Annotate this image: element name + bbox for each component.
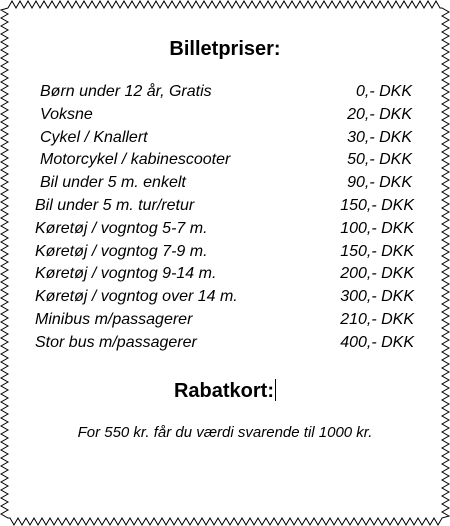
price-label: Køretøj / vogntog 7-9 m. — [35, 242, 208, 260]
price-label: Motorcykel / kabinescooter — [40, 151, 231, 169]
price-row — [0, 149, 450, 172]
price-row — [0, 241, 450, 264]
price-label: Bil under 5 m. enkelt — [40, 174, 186, 192]
price-label: Køretøj / vogntog 5-7 m. — [35, 219, 208, 237]
price-row — [0, 332, 450, 355]
price-row — [0, 81, 450, 104]
price-value: 150,- DKK — [340, 196, 414, 214]
discount-heading-text: Rabatkort: — [173, 380, 274, 402]
price-list — [0, 81, 450, 355]
price-value: 0,- DKK — [355, 83, 412, 100]
price-row — [0, 104, 450, 127]
price-row — [0, 218, 450, 241]
price-label: Cykel / Knallert — [40, 128, 148, 146]
price-value: 150,- DKK — [340, 242, 414, 260]
price-value: 400,- DKK — [340, 333, 414, 351]
price-value: 300,- DKK — [340, 288, 414, 306]
price-label: Bil under 5 m. tur/retur — [35, 196, 195, 214]
price-row — [0, 172, 450, 195]
price-value: 200,- DKK — [340, 265, 414, 283]
text-cursor — [275, 379, 276, 401]
price-value: 50,- DKK — [347, 151, 412, 169]
price-row — [0, 309, 450, 332]
price-value: 210,- DKK — [340, 310, 414, 328]
price-label: Køretøj / vogntog over 14 m. — [35, 288, 238, 306]
price-label: Børn under 12 år, Gratis — [40, 83, 212, 100]
price-value: 30,- DKK — [347, 128, 412, 146]
price-row — [0, 263, 450, 286]
price-label: Køretøj / vogntog 9-14 m. — [35, 265, 217, 283]
page-title: Billetpriser: — [169, 38, 281, 60]
discount-heading — [0, 379, 450, 403]
price-row — [0, 286, 450, 309]
price-row — [0, 127, 450, 150]
discount-text: For 550 kr. får du værdi svarende til 1000 kr. — [77, 424, 373, 441]
price-label: Stor bus m/passagerer — [35, 333, 197, 351]
price-value: 20,- DKK — [347, 105, 412, 123]
price-value: 100,- DKK — [340, 219, 414, 237]
price-label: Minibus m/passagerer — [35, 310, 193, 328]
price-row — [0, 195, 450, 218]
price-value: 90,- DKK — [347, 174, 412, 192]
price-label: Voksne — [40, 105, 93, 123]
